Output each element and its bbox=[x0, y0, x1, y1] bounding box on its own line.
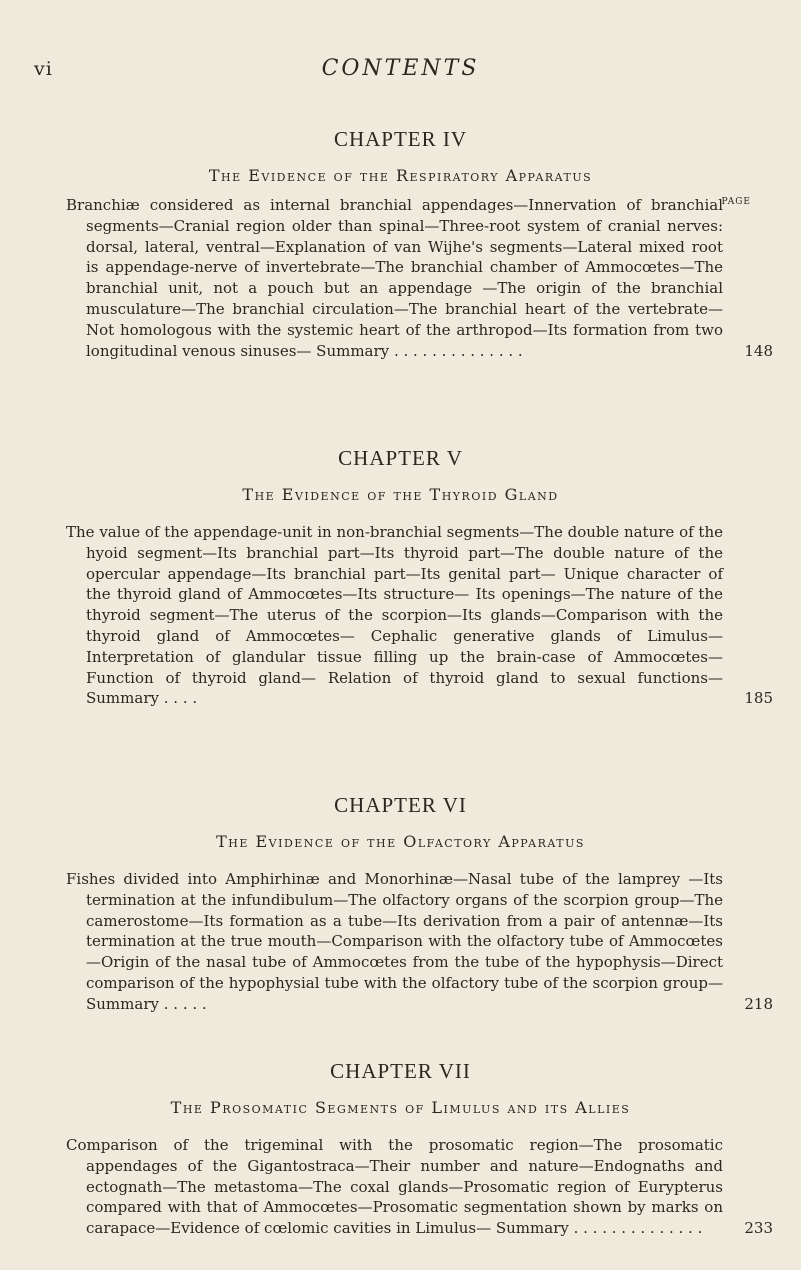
dot-leaders: . . . . . . . . . . . . . . bbox=[393, 341, 523, 360]
dot-leaders: . . . . . . . . . . . . . . bbox=[573, 1219, 703, 1238]
chapter-heading: CHAPTER VII bbox=[330, 1059, 471, 1083]
chapter-title: The Prosomatic Segments of Limulus and its Allies bbox=[170, 1098, 631, 1117]
chapter-summary bbox=[0, 869, 801, 1015]
summary-text: The value of the appendage-unit in non-branchial segments—The double nature of the hyoid segment—Its branchial part—Its thyroid part—The double nature of the opercular appendage—Its branchial part—Its genital part— Unique character of the thyroid gland of Ammocœtes—Its structure— Its openings—The nature of the thyroid segment—The uterus of the scorpion—Its glands—Comparison with the thyroid gland of Ammocœtes— Cephalic generative glands of Limulus—Interpretation of glandular tissue filling up the brain-case of Ammocœtes—Function of thyroid gland— Relation of thyroid gland to sexual functions—Summary bbox=[66, 523, 723, 708]
page-reference: 233 bbox=[744, 1219, 773, 1238]
chapter-heading: CHAPTER VI bbox=[334, 793, 467, 817]
dot-leaders: . . . . . bbox=[163, 994, 207, 1013]
chapter-summary bbox=[0, 1135, 801, 1239]
summary-text: Branchiæ considered as internal branchial appendages—Innervation of branchial segments—Cranial region older than spinal—Three-root system of cranial nerves: dorsal, lateral, ventral—Explanation of van Wijhe's segments—Lateral mixed root is appendage-nerve of invertebrate—The branchial chamber of Ammocœtes—The branchial unit, not a pouch but an appendage —The origin of the branchial musculature—The branchial circulation—The branchial heart of the vertebrate—Not homologous with the systemic heart of the arthropod—Its formation from two longitudinal venous sinuses— Summary bbox=[66, 196, 723, 360]
running-title: CONTENTS bbox=[321, 56, 480, 81]
chapter-heading: CHAPTER V bbox=[338, 446, 463, 470]
chapter-summary bbox=[0, 522, 801, 709]
dot-leaders: . . . . bbox=[163, 689, 198, 708]
chapter-title: The Evidence of the Respiratory Apparatus bbox=[208, 166, 593, 185]
chapter-vi bbox=[0, 793, 801, 1015]
chapter-title: The Evidence of the Olfactory Apparatus bbox=[216, 832, 585, 851]
chapter-title: The Evidence of the Thyroid Gland bbox=[242, 485, 559, 504]
chapter-summary bbox=[0, 195, 801, 361]
chapter-iv bbox=[0, 127, 801, 361]
chapter-vii bbox=[0, 1059, 801, 1239]
chapter-heading: CHAPTER IV bbox=[333, 127, 468, 151]
page-column-label: PAGE bbox=[721, 197, 751, 207]
folio-number: vi bbox=[34, 58, 53, 80]
page-reference: 218 bbox=[744, 994, 773, 1013]
page-header bbox=[0, 58, 801, 88]
chapter-v bbox=[0, 446, 801, 709]
page-reference: 148 bbox=[744, 341, 773, 360]
summary-text: Fishes divided into Amphirhinæ and Monorhinæ—Nasal tube of the lamprey —Its termination at the infundibulum—The olfactory organs of the scorpion group—The camerostome—Its formation as a tube—Its derivation from a pair of antennæ—Its termination at the true mouth—Comparison with the olfactory tube of Ammocœtes—Origin of the nasal tube of Ammocœtes from the tube of the hypophysis—Direct comparison of the hypophysial tube with the olfactory tube of the scorpion group—Summary bbox=[66, 870, 723, 1013]
summary-text: Comparison of the trigeminal with the prosomatic region—The prosomatic appendages of the Gigantostraca—Their number and nature—Endognaths and ectognath—The metastoma—The coxal glands—Prosomatic region of Eurypterus compared with that of Ammocœtes—Prosomatic segmentation shown by marks on carapace—Evidence of cœlomic cavities in Limulus— Summary bbox=[66, 1136, 723, 1238]
page-reference: 185 bbox=[744, 689, 773, 708]
